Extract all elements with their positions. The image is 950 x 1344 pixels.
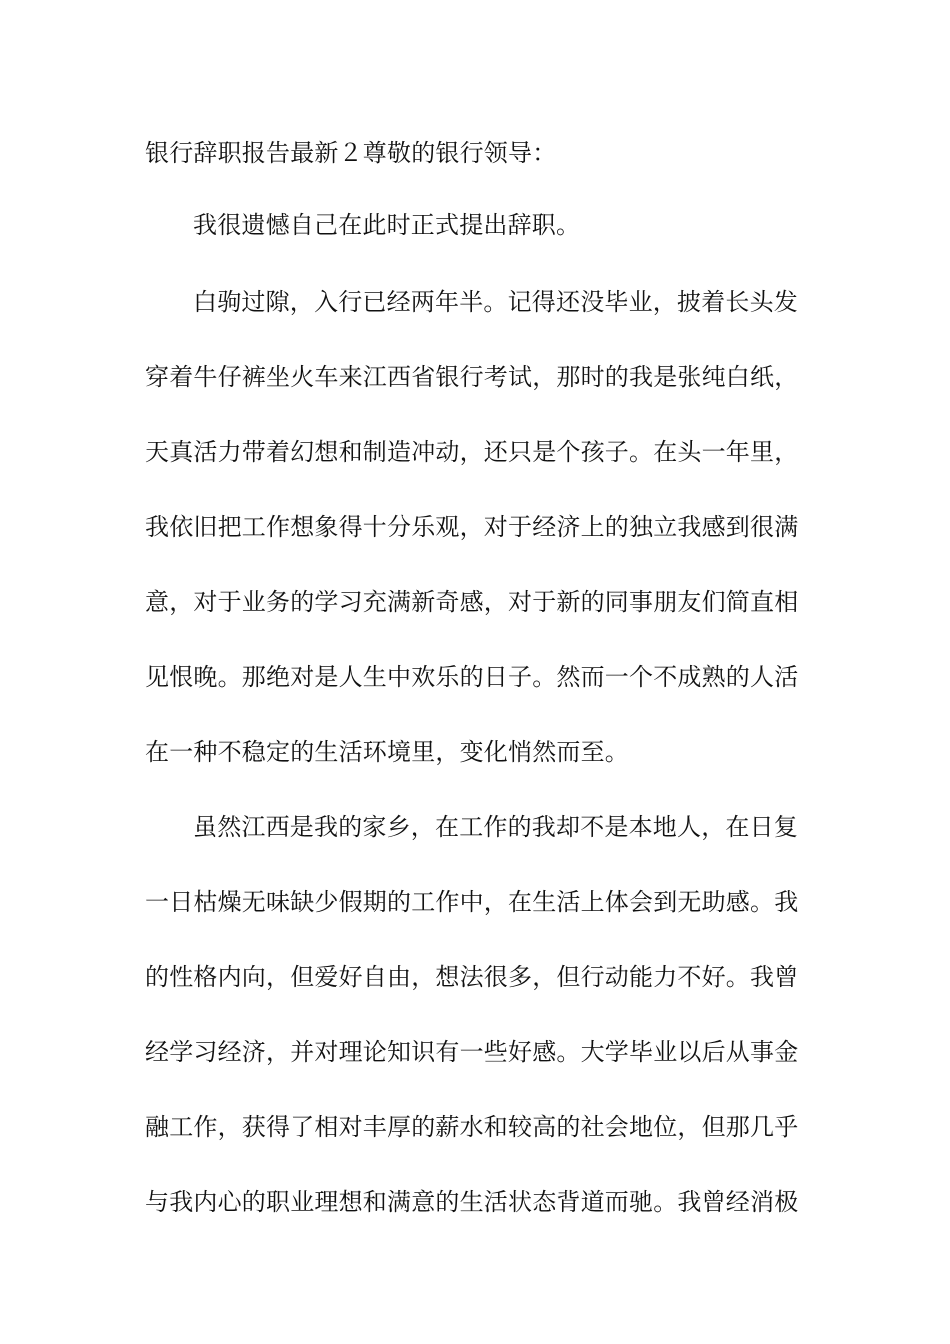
text-line: 天真活力带着幻想和制造冲动，还只是个孩子。在头一年里， [145, 438, 799, 466]
text-line: 虽然江西是我的家乡，在工作的我却不是本地人，在日复 [193, 813, 798, 841]
text-line: 融工作，获得了相对丰厚的薪水和较高的社会地位，但那几乎 [145, 1113, 799, 1141]
text-line: 经学习经济，并对理论知识有一些好感。大学毕业以后从事金 [145, 1038, 799, 1066]
text-line: 一日枯燥无味缺少假期的工作中，在生活上体会到无助感。我 [145, 888, 799, 916]
text-line: 意，对于业务的学习充满新奇感，对于新的同事朋友们简直相 [145, 588, 799, 616]
text-line: 我依旧把工作想象得十分乐观，对于经济上的独立我感到很满 [145, 513, 799, 541]
text-line: 穿着牛仔裤坐火车来江西省银行考试，那时的我是张纯白纸， [145, 363, 799, 391]
text-line: 见恨晚。那绝对是人生中欢乐的日子。然而一个不成熟的人活 [145, 663, 799, 691]
text-line: 在一种不稳定的生活环境里，变化悄然而至。 [145, 738, 629, 766]
text-line: 我很遗憾自己在此时正式提出辞职。 [193, 211, 581, 239]
text-line: 的性格内向，但爱好自由，想法很多，但行动能力不好。我曾 [145, 963, 799, 991]
text-line: 白驹过隙，入行已经两年半。记得还没毕业，披着长头发 [193, 288, 798, 316]
text-line: 与我内心的职业理想和满意的生活状态背道而驰。我曾经消极 [145, 1188, 799, 1216]
text-line: 银行辞职报告最新２尊敬的银行领导： [145, 139, 557, 167]
